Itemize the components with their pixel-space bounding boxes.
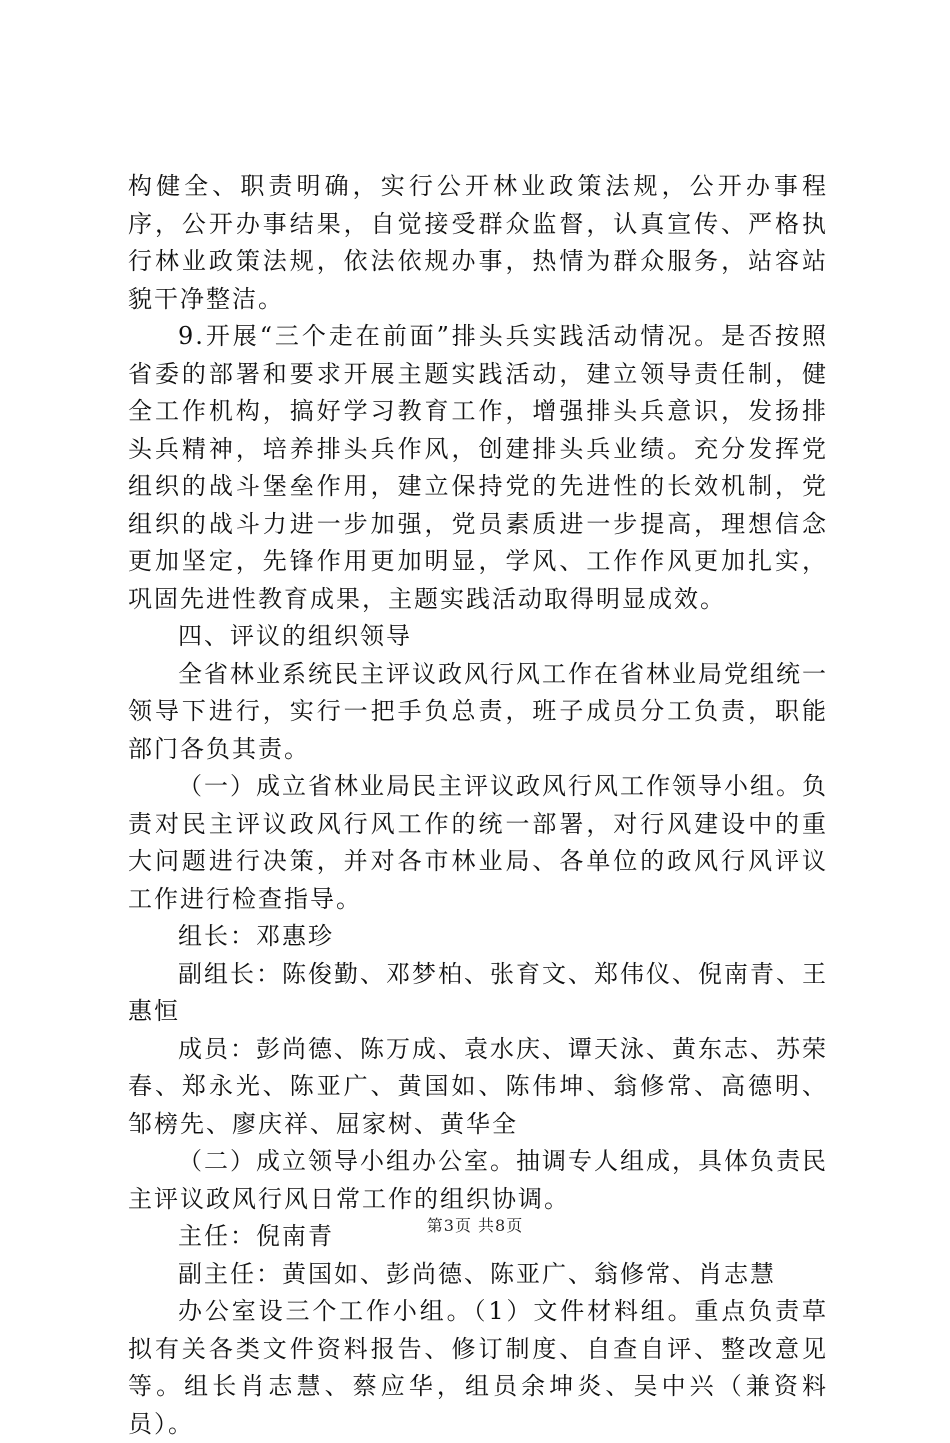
paragraph: 副组长：陈俊勤、邓梦柏、张育文、郑伟仪、倪南青、王惠恒: [128, 959, 828, 1025]
paragraph: 成员：彭尚德、陈万成、袁水庆、谭天泳、黄东志、苏荣春、郑永光、陈亚广、黄国如、陈伟坤、翁修常、高德明、邹榜先、廖庆祥、屈家树、黄华全: [128, 1034, 828, 1138]
paragraph: 副主任：黄国如、彭尚德、陈亚广、翁修常、肖志慧: [178, 1259, 776, 1288]
document-body: [128, 168, 828, 1443]
paragraph: 全省林业系统民主评议政风行风工作在省林业局党组统一领导下进行，实行一把手负总责，班子成员分工负责，职能部门各负其责。: [128, 659, 828, 763]
paragraph: 主任：倪南青: [178, 1222, 334, 1250]
paragraph: 9.开展“三个走在前面”排头兵实践活动情况。是否按照省委的部署和要求开展主题实践活动，建立领导责任制，健全工作机构，搞好学习教育工作，增强排头兵意识，发扬排头兵精神，培养排头兵作风，创建排头兵业绩。充分发挥党组织的战斗堡垒作用，建立保持党的先进性的长效机制，党组织的战斗力进一步加强，党员素质进一步提高，理想信念更加坚定，先锋作用更加明显，学风、工作作风更加扎实，巩固先进性教育成果，主题实践活动取得明显成效。: [128, 322, 828, 613]
paragraph: （二）成立领导小组办公室。抽调专人组成，具体负责民主评议政风行风日常工作的组织协调。: [128, 1147, 828, 1213]
page-footer: 第3页 共8页: [426, 1216, 524, 1235]
paragraph: 组长：邓惠珍: [178, 922, 334, 950]
paragraph: 办公室设三个工作小组。（1）文件材料组。重点负责草拟有关各类文件资料报告、修订制度、自查自评、整改意见等。组长肖志慧、蔡应华，组员余坤炎、吴中兴（兼资料员）。: [128, 1297, 828, 1438]
paragraph: （一）成立省林业局民主评议政风行风工作领导小组。负责对民主评议政风行风工作的统一部署，对行风建设中的重大问题进行决策，并对各市林业局、各单位的政风行风评议工作进行检查指导。: [128, 772, 828, 913]
paragraph: 四、评议的组织领导: [178, 622, 412, 650]
paragraph: 构健全、职责明确，实行公开林业政策法规，公开办事程序，公开办事结果，自觉接受群众监督，认真宣传、严格执行林业政策法规，依法依规办事，热情为群众服务，站容站貌干净整洁。: [128, 172, 828, 313]
